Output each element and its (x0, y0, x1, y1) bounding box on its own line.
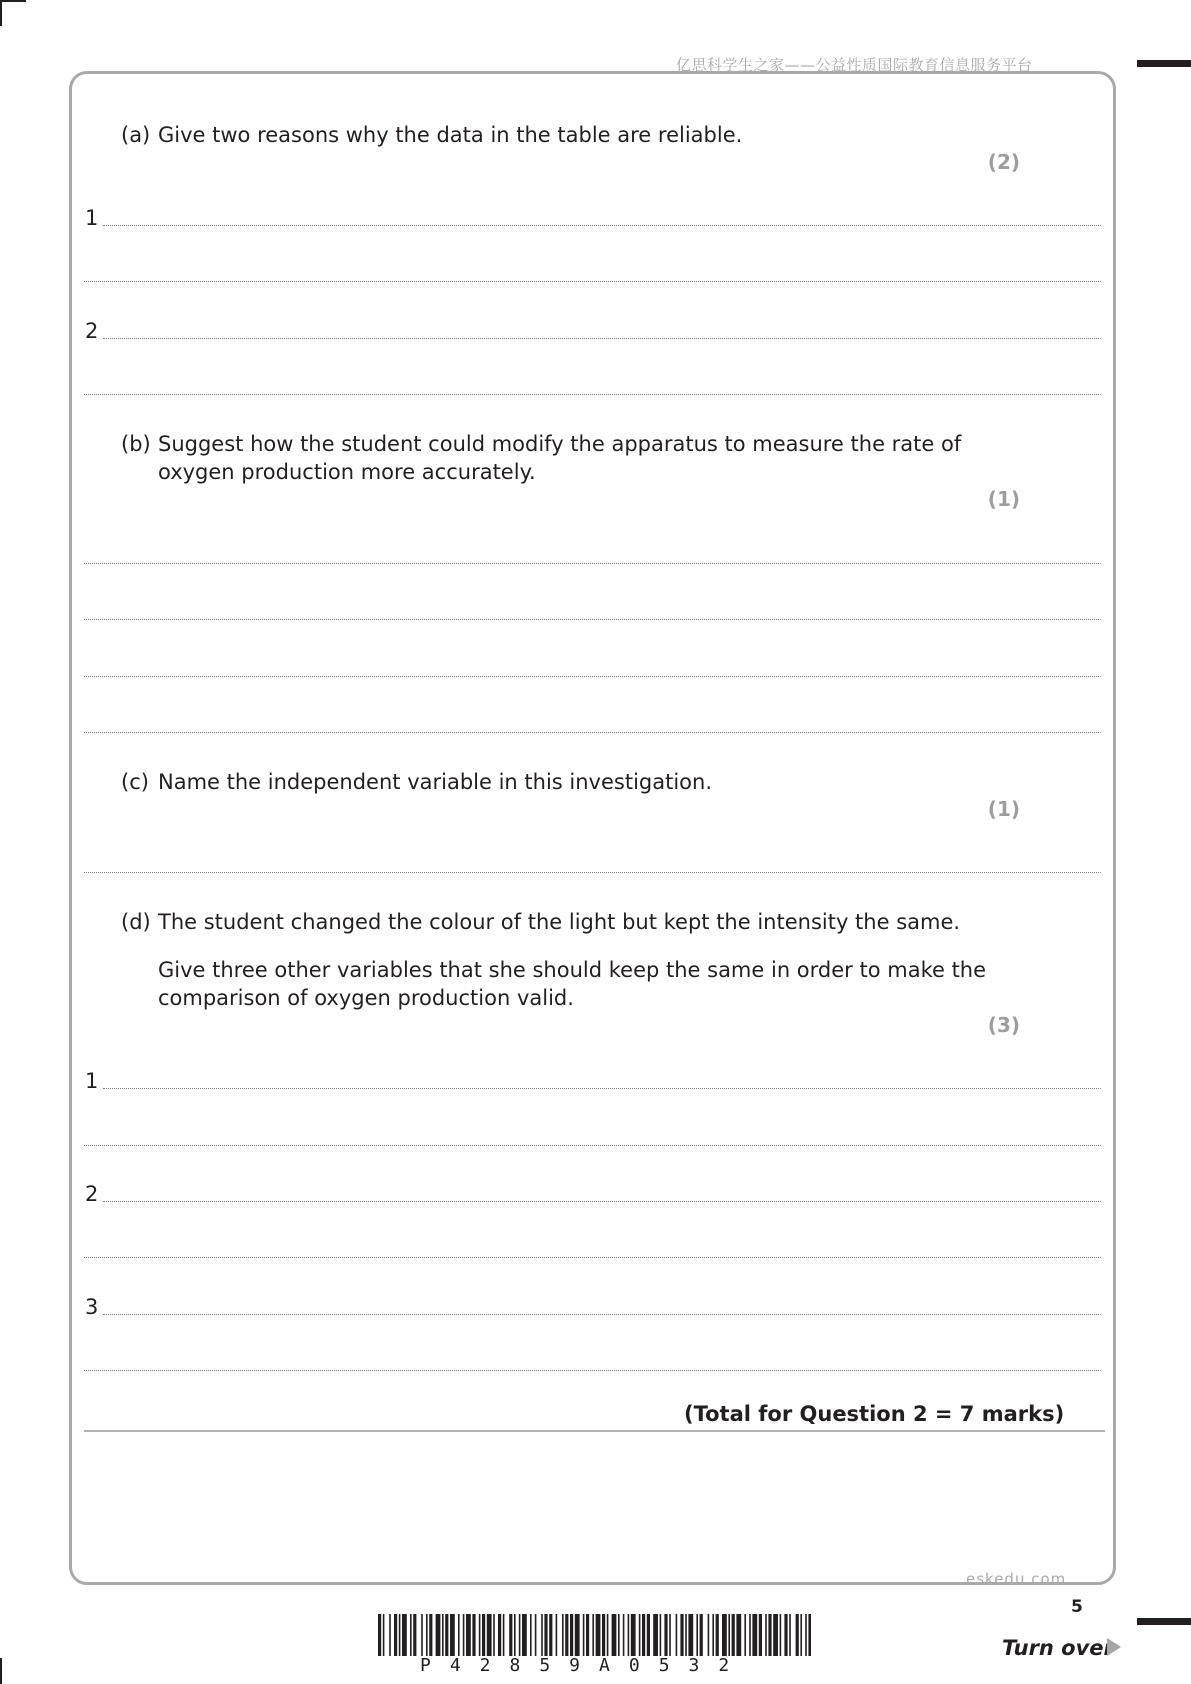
question-d-line2: comparison of oxygen production valid. (158, 986, 574, 1010)
barcode-bar (669, 1614, 671, 1656)
answer-line[interactable] (84, 563, 1101, 564)
barcode-bar (514, 1614, 516, 1656)
question-a-marks: (2) (987, 150, 1020, 174)
barcode-bar (535, 1614, 537, 1656)
question-b-marks: (1) (987, 487, 1020, 511)
barcode-bar (522, 1614, 527, 1656)
barcode-bar (436, 1614, 441, 1656)
question-d-instruction (158, 956, 1018, 1016)
barcode-bar (389, 1614, 391, 1656)
barcode-bar (736, 1614, 741, 1656)
barcode-bar (556, 1614, 558, 1656)
barcode-bar (410, 1614, 412, 1656)
turn-over-arrow-icon (1107, 1638, 1121, 1656)
barcode-bar (493, 1614, 495, 1656)
barcode-bar (780, 1614, 782, 1656)
barcode-bar (784, 1614, 787, 1656)
question-c (121, 768, 1021, 798)
barcode-bar (685, 1614, 687, 1656)
barcode-bar (421, 1614, 423, 1656)
barcode-bar (628, 1614, 630, 1656)
answer-line[interactable] (84, 1370, 1101, 1371)
question-c-marks: (1) (987, 797, 1020, 821)
barcode-bar (509, 1614, 512, 1656)
barcode-bar (458, 1614, 460, 1656)
barcode-bar (583, 1614, 585, 1656)
question-a-label: (a) (121, 123, 151, 147)
barcode-bar (383, 1614, 385, 1656)
answer-line[interactable] (103, 1088, 1101, 1089)
side-mark-top (1137, 60, 1191, 67)
barcode-bar (575, 1614, 580, 1656)
side-mark-bottom (1137, 1618, 1191, 1625)
barcode-bar (612, 1614, 617, 1656)
barcode-bar (676, 1614, 678, 1656)
answer-line[interactable] (84, 676, 1101, 677)
barcode-bar (700, 1614, 703, 1656)
barcode-bar (789, 1614, 791, 1656)
barcode-bar (728, 1614, 730, 1656)
question-b-line2: oxygen production more accurately. (158, 460, 536, 484)
barcode-bar (530, 1614, 532, 1656)
barcode-bar (759, 1614, 762, 1656)
barcode-bar (607, 1614, 609, 1656)
barcode-bar (565, 1614, 568, 1656)
answer-line[interactable] (84, 872, 1101, 873)
barcode-bar (688, 1614, 693, 1656)
barcode-bar (653, 1614, 658, 1656)
barcode-bar (618, 1614, 620, 1656)
barcode-bar (463, 1614, 465, 1656)
question-b-line1: Suggest how the student could modify the apparatus to measure the rate of (158, 432, 962, 456)
barcode-bar (570, 1614, 573, 1656)
barcode-bar (394, 1614, 397, 1656)
answer-line[interactable] (84, 394, 1101, 395)
barcode-bar (696, 1614, 698, 1656)
barcode-bar (402, 1614, 407, 1656)
barcode-bar (749, 1614, 751, 1656)
barcode-bar (541, 1614, 543, 1656)
answer-line[interactable] (84, 1257, 1101, 1258)
barcode-bar (596, 1614, 601, 1656)
question-d-label: (d) (121, 910, 151, 934)
crop-mark-top-left (0, 0, 2, 26)
barcode-bar (586, 1614, 589, 1656)
turn-over-text: Turn over (1002, 1636, 1114, 1660)
barcode-bar (445, 1614, 448, 1656)
barcode-bar (805, 1614, 807, 1656)
crop-mark-bottom-left (0, 1658, 2, 1684)
question-a (121, 121, 1021, 151)
barcode-bar (450, 1614, 455, 1656)
barcode-bar (549, 1614, 552, 1656)
barcode-bar (503, 1614, 505, 1656)
answer-number-d3: 3 (85, 1295, 99, 1319)
barcode-bar (680, 1614, 683, 1656)
question-d-line1: Give three other variables that she should keep the same in order to make the (158, 958, 987, 982)
answer-number-d1: 1 (85, 1069, 99, 1093)
answer-number-a1: 1 (85, 206, 99, 230)
barcode-bar (808, 1614, 811, 1656)
barcode-bar (482, 1614, 485, 1656)
barcode-bar (602, 1614, 605, 1656)
barcode-bar (642, 1614, 645, 1656)
answer-number-d2: 2 (85, 1182, 99, 1206)
barcode-bar (413, 1614, 416, 1656)
barcode-bar (472, 1614, 475, 1656)
answer-line[interactable] (103, 1314, 1101, 1315)
total-divider (84, 1430, 1105, 1432)
answer-line[interactable] (103, 338, 1101, 339)
barcode-bar (773, 1614, 778, 1656)
answer-number-a2: 2 (85, 319, 99, 343)
barcode-bar (442, 1614, 444, 1656)
barcode-bar (796, 1614, 799, 1656)
barcode-bar (426, 1614, 428, 1656)
question-d-intro: The student changed the colour of the light but kept the intensity the same. (158, 910, 961, 934)
barcode (378, 1614, 811, 1656)
barcode-bar (631, 1614, 636, 1656)
answer-line[interactable] (84, 281, 1101, 282)
barcode-bar (498, 1614, 501, 1656)
question-b-label: (b) (121, 432, 151, 456)
barcode-bar (752, 1614, 757, 1656)
barcode-bar (660, 1614, 662, 1656)
answer-line[interactable] (103, 1201, 1101, 1202)
barcode-bar (768, 1614, 771, 1656)
crop-mark-top-left-horizontal (0, 0, 26, 2)
barcode-bar (800, 1614, 802, 1656)
answer-line[interactable] (103, 225, 1101, 226)
question-a-text: Give two reasons why the data in the table are reliable. (158, 123, 743, 147)
question-c-text: Name the independent variable in this investigation. (158, 770, 712, 794)
barcode-bar (399, 1614, 401, 1656)
question-total: (Total for Question 2 = 7 marks) (684, 1402, 1065, 1426)
barcode-bar (708, 1614, 710, 1656)
barcode-bar (562, 1614, 564, 1656)
barcode-bar (639, 1614, 641, 1656)
header-site-text: 亿思科学生之家——公益性质国际教育信息服务平台 (676, 56, 1033, 74)
watermark: eskedu.com (966, 1570, 1067, 1588)
barcode-bar (519, 1614, 521, 1656)
barcode-bar (744, 1614, 746, 1656)
barcode-text: P42859A0532 (420, 1655, 749, 1676)
barcode-bar (722, 1614, 727, 1656)
barcode-bar (466, 1614, 471, 1656)
question-d (121, 908, 1021, 938)
barcode-bar (429, 1614, 432, 1656)
question-b (121, 430, 1021, 490)
barcode-bar (712, 1614, 714, 1656)
barcode-bar (732, 1614, 735, 1656)
barcode-bar (664, 1614, 667, 1656)
page-number: 5 (1071, 1597, 1083, 1617)
answer-line[interactable] (84, 732, 1101, 733)
barcode-bar (487, 1614, 492, 1656)
barcode-bar (765, 1614, 767, 1656)
barcode-bar (647, 1614, 650, 1656)
answer-frame (69, 71, 1116, 1585)
barcode-bar (479, 1614, 481, 1656)
question-d-marks: (3) (987, 1013, 1020, 1037)
answer-line[interactable] (84, 1145, 1101, 1146)
barcode-bar (592, 1614, 594, 1656)
barcode-bar (716, 1614, 719, 1656)
question-c-label: (c) (121, 770, 149, 794)
answer-line[interactable] (84, 619, 1101, 620)
barcode-bar (544, 1614, 547, 1656)
barcode-bar (378, 1614, 381, 1656)
barcode-bar (623, 1614, 625, 1656)
